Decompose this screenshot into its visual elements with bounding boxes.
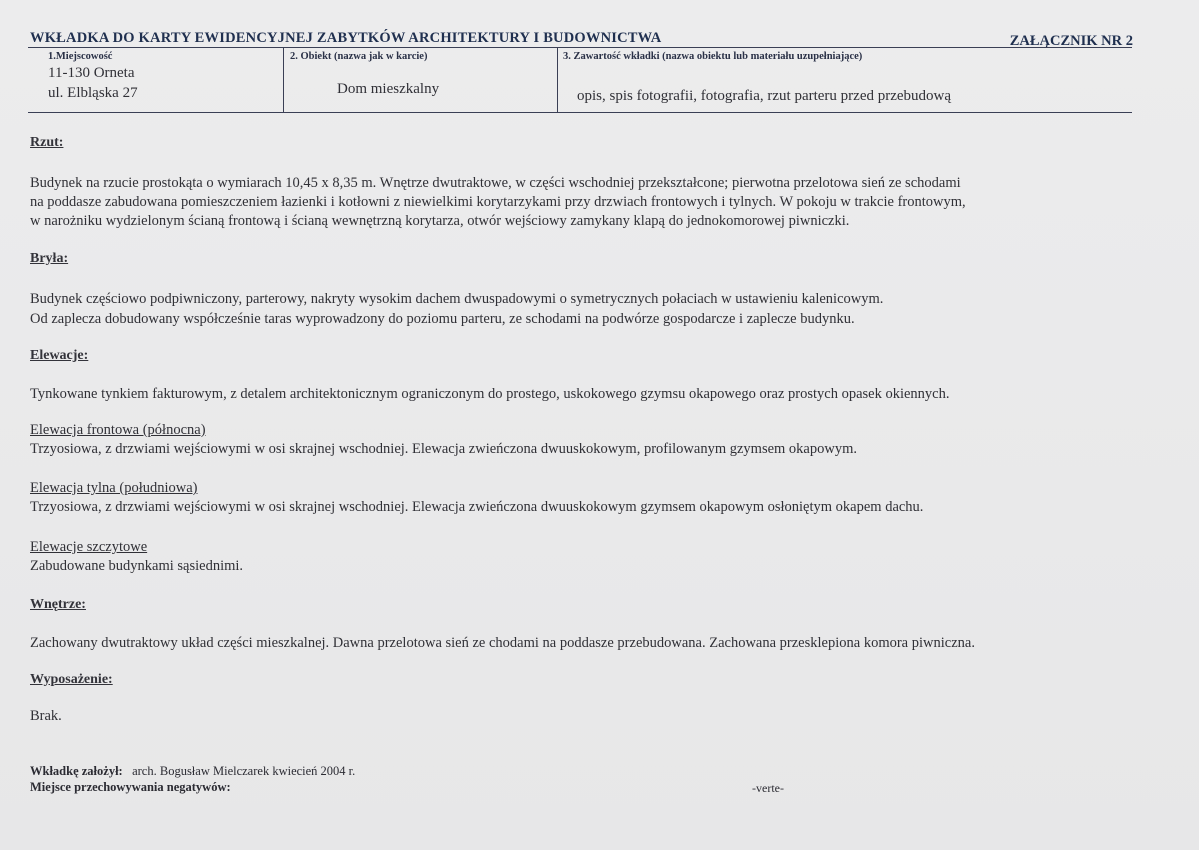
gable-elevations-text: Zabudowane budynkami sąsiednimi. (30, 558, 244, 574)
section-heading-wyposazenie: Wyposażenie: (30, 672, 113, 687)
subheading-gable-elevations: Elewacje szczytowe (30, 539, 148, 555)
subheading-rear-elevation: Elewacja tylna (południowa) (30, 480, 198, 496)
rzut-line-1: Budynek na rzucie prostokąta o wymiarach 10,45 x 8,35 m. Wnętrze dwutraktowe, w części wschodniej przekształcone; pierwotna przelotowa sień ze schodami (30, 175, 961, 191)
column-divider-2 (557, 48, 558, 112)
insert-contents: opis, spis fotografii, fotografia, rzut parteru przed przebudową (577, 88, 952, 104)
location-street: ul. Elbląska 27 (48, 85, 138, 101)
section-heading-wnetrze: Wnętrze: (30, 597, 86, 612)
header-rule-bottom (28, 112, 1132, 113)
footer-negatives (30, 780, 231, 795)
elewacje-intro: Tynkowane tynkiem fakturowym, z detalem architektonicznym ograniczonym do prostego, uskokowego gzymsu okapowego oraz prostych opasek okiennych. (30, 386, 950, 402)
rzut-line-3: w narożniku wydzielonym ścianą frontową i ścianą wewnętrzną korytarza, otwór wejściowy zamykany klapą do jednokomorowej piwniczki. (30, 213, 850, 229)
section-heading-rzut: Rzut: (30, 135, 64, 150)
footer-author (30, 764, 355, 779)
rear-elevation-text: Trzyosiowa, z drzwiami wejściowymi w osi skrajnej wschodniej. Elewacja zwieńczona dwuuskokowym gzymsem okapowym osłoniętym okapem dachu. (30, 499, 924, 515)
author-value: arch. Bogusław Mielczarek kwiecień 2004 r. (132, 764, 356, 778)
bryla-line-2: Od zaplecza dobudowany współcześnie taras wyprowadzony do poziomu parteru, ze schodami na podwórze gospodarcze i zaplecze budynku. (30, 311, 855, 327)
column-heading-object: 2. Obiekt (nazwa jak w karcie) (290, 51, 428, 62)
section-heading-bryla: Bryła: (30, 251, 69, 266)
verte-note: -verte- (752, 781, 784, 795)
column-heading-location: 1.Miejscowość (48, 51, 113, 62)
section-heading-elewacje: Elewacje: (30, 348, 89, 363)
negatives-label: Miejsce przechowywania negatywów: (30, 780, 231, 794)
annex-number: ZAŁĄCZNIK NR 2 (1009, 33, 1133, 49)
column-heading-contents: 3. Zawartość wkładki (nazwa obiektu lub materiału uzupełniające) (563, 51, 863, 62)
document-title: WKŁADKA DO KARTY EWIDENCYJNEJ ZABYTKÓW ARCHITEKTURY I BUDOWNICTWA (30, 30, 662, 46)
column-divider-1 (283, 48, 284, 112)
object-name: Dom mieszkalny (337, 81, 440, 97)
rzut-line-2: na poddasze zabudowana pomieszczeniem łazienki i kotłowni z niewielkimi korytarzykami przy drzwiach frontowych i tylnych. W pokoju w trakcie frontowym, (30, 194, 966, 210)
location-postal-city: 11-130 Orneta (48, 65, 135, 81)
bryla-line-1: Budynek częściowo podpiwniczony, parterowy, nakryty wysokim dachem dwuspadowymi o symetrycznych połaciach w ustawieniu kalenicowym. (30, 291, 884, 307)
header-rule-top (28, 47, 1132, 48)
wnetrze-line-1: Zachowany dwutraktowy układ części mieszkalnej. Dawna przelotowa sień ze chodami na poddasze przebudowana. Zachowana przesklepiona komora piwniczna. (30, 635, 975, 651)
author-label: Wkładkę założył: (30, 764, 123, 778)
front-elevation-text: Trzyosiowa, z drzwiami wejściowymi w osi skrajnej wschodniej. Elewacja zwieńczona dwuuskokowym, profilowanym gzymsem okapowym. (30, 441, 857, 457)
subheading-front-elevation: Elewacja frontowa (północna) (30, 422, 206, 438)
wyposazenie-line-1: Brak. (30, 708, 62, 724)
